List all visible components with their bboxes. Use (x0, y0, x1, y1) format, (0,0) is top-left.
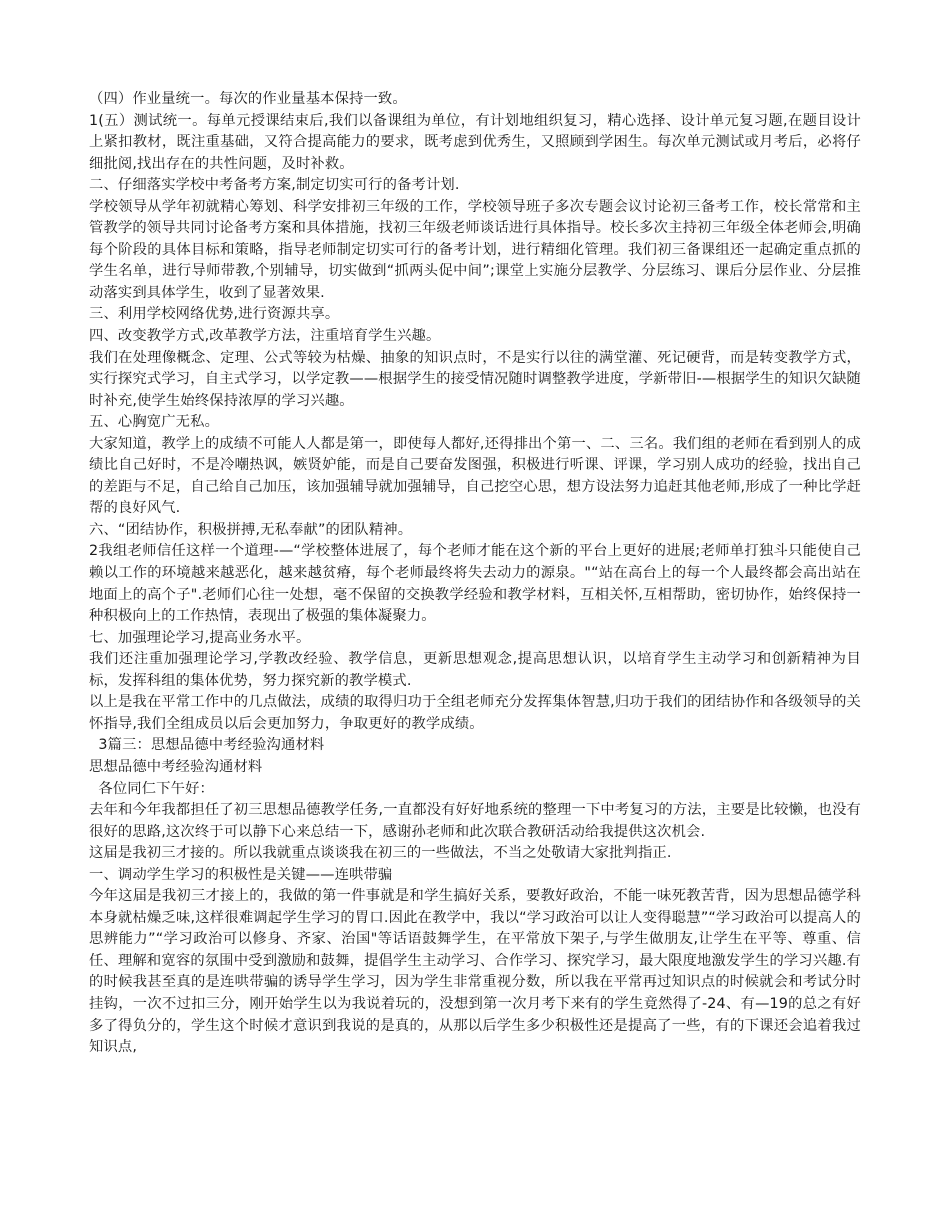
paragraph-motivation: 今年这届是我初三才接上的，我做的第一件事就是和学生搞好关系，要教好政治，不能一味死教苦背，因为思想品德学科本身就枯燥乏味,这样很难调起学生学习的胃口.因此在教学中，我以“学习政治可以让人变得聪慧”“学习政治可以提高人的思辨能力”“学习政治可以修身、齐家、治国"等话语鼓舞学生，在平常放下架子,与学生做朋友,让学生在平等、尊重、信任、理解和宽容的氛围中受到激励和鼓舞，提倡学生主动学习、合作学习、探究学习，最大限度地激发学生的学习兴趣.有的时候我甚至真的是连哄带骗的诱导学生学习，因为学生非常重视分数，所以我在平常再过知识点的时候就会和考试分时挂钩，一次不过扣三分，刚开始学生以为我说着玩的，没想到第一次月考下来有的学生竟然得了-24、有—19的总之有好多了得负分的，学生这个时候才意识到我说的是真的，从那以后学生多少积极性还是提高了一些，有的下课还会追着我过知识点, (89, 888, 861, 1056)
document-page (89, 89, 861, 1059)
section-heading-team-spirit: 六、“团结协作，积极拼搏,无私奉献”的团队精神。 (89, 521, 413, 538)
greeting: 各位同仁下午好： (89, 780, 214, 797)
paragraph-class-background: 这届是我初三才接的。所以我就重点谈谈我在初三的一些做法，不当之处敬请大家批判指正. (89, 845, 672, 862)
section-heading-theory-study: 七、加强理论学习,提高业务水平。 (89, 629, 311, 646)
paragraph-open-mind: 大家知道，教学上的成绩不可能人人都是第一，即使每人都好,还得排出个第一、二、三名。我们组的老师在看到别人的成绩比自己好时，不是冷嘲热讽，嫉贤妒能，而是自己要奋发图强，积极进行听课、评课，学习别人成功的经验，找出自己的差距与不足，自己给自己加压，该加强辅导就加强辅导，自己挖空心思，想方设法努力追赶其他老师,形成了一种比学赶帮的良好风气. (89, 435, 861, 517)
article-subtitle: 思想品德中考经验沟通材料 (89, 758, 263, 775)
paragraph-team-spirit: 2我组老师信任这样一个道理-—“学校整体进展了，每个老师才能在这个新的平台上更好的进展;老师单打独斗只能使自己赖以工作的环境越来越恶化，越来越贫瘠，每个老师最终将失去动力的源泉。"“站在高台上的每一个人最终都会高出站在地面上的高个子".老师们心往一处想，毫不保留的交换教学经验和教学材料，互相关怀,互相帮助，密切协作，始终保持一种积极向上的工作热情，表现出了极强的集体凝聚力。 (89, 543, 861, 625)
paragraph-summary: 以上是我在平常工作中的几点做法，成绩的取得归功于全组老师充分发挥集体智慧,归功于我们的团结协作和各级领导的关怀指导,我们全组成员以后会更加努力，争取更好的教学成绩。 (89, 694, 861, 732)
section-heading-network-resources: 三、利用学校网络优势,进行资源共享。 (89, 306, 340, 323)
paragraph-homework-unified: （四）作业量统一。每次的作业量基本保持一致。 (89, 91, 407, 107)
paragraph-introduction: 去年和今年我都担任了初三思想品德教学任务,一直都没有好好地系统的整理一下中考复习的方法，主要是比较懒，也没有很好的思路,这次终于可以静下心来总结一下，感谢孙老师和此次联合教研活动给我提供这次机会. (89, 802, 861, 840)
section-heading-exam-plan: 二、仔细落实学校中考备考方案,制定切实可行的备考计划. (89, 177, 460, 194)
paragraph-teaching-methods: 我们在处理像概念、定理、公式等较为枯燥、抽象的知识点时，不是实行以往的满堂灌、死记硬背，而是转变教学方式，实行探究式学习，自主式学习，以学定教——根据学生的接受情况随时调整教学进度，学新带旧-—根据学生的知识欠缺随时补充,使学生始终保持浓厚的学习兴趣。 (89, 349, 861, 409)
paragraph-school-leadership: 学校领导从学年初就精心筹划、科学安排初三年级的工作，学校领导班子多次专题会议讨论初三备考工作，校长常常和主管教学的领导共同讨论备考方案和具体措施，找初三年级老师谈话进行具体指导。校长多次主持初三年级全体老师会,明确每个阶段的具体目标和策略，指导老师制定切实可行的备考计划，进行精细化管理。我们初三备课组还一起确定重点抓的学生名单，进行导师带教,个别辅导，切实做到“抓两头促中间”;课堂上实施分层教学、分层练习、课后分层作业、分层推动落实到具体学生，收到了显著效果. (89, 198, 861, 301)
paragraph-theory-study: 我们还注重加强理论学习,学教改经验、教学信息，更新思想观念,提高思想认识，以培育学生主动学习和创新精神为目标，发挥科组的集体优势，努力探究新的教学模式. (89, 651, 861, 689)
article-title-part-three: 3篇三：思想品德中考经验沟通材料 (89, 737, 325, 754)
section-heading-teaching-methods: 四、改变教学方式,改革教学方法，注重培育学生兴趣。 (89, 328, 441, 345)
section-heading-motivation: 一、调动学生学习的积极性是关键——连哄带骗 (89, 866, 393, 883)
paragraph-test-unified: 1(五）测试统一。每单元授课结束后,我们以备课组为单位，有计划地组织复习，精心选择、设计单元复习题,在题目设计上紧扣教材，既注重基础，又符合提高能力的要求，既考虑到优秀生，又照顾到学困生。每次单元测试或月考后，必将仔细批阅,找出存在的共性问题，及时补救。 (89, 112, 861, 172)
section-heading-open-mind: 五、心胸宽广无私。 (89, 414, 220, 431)
